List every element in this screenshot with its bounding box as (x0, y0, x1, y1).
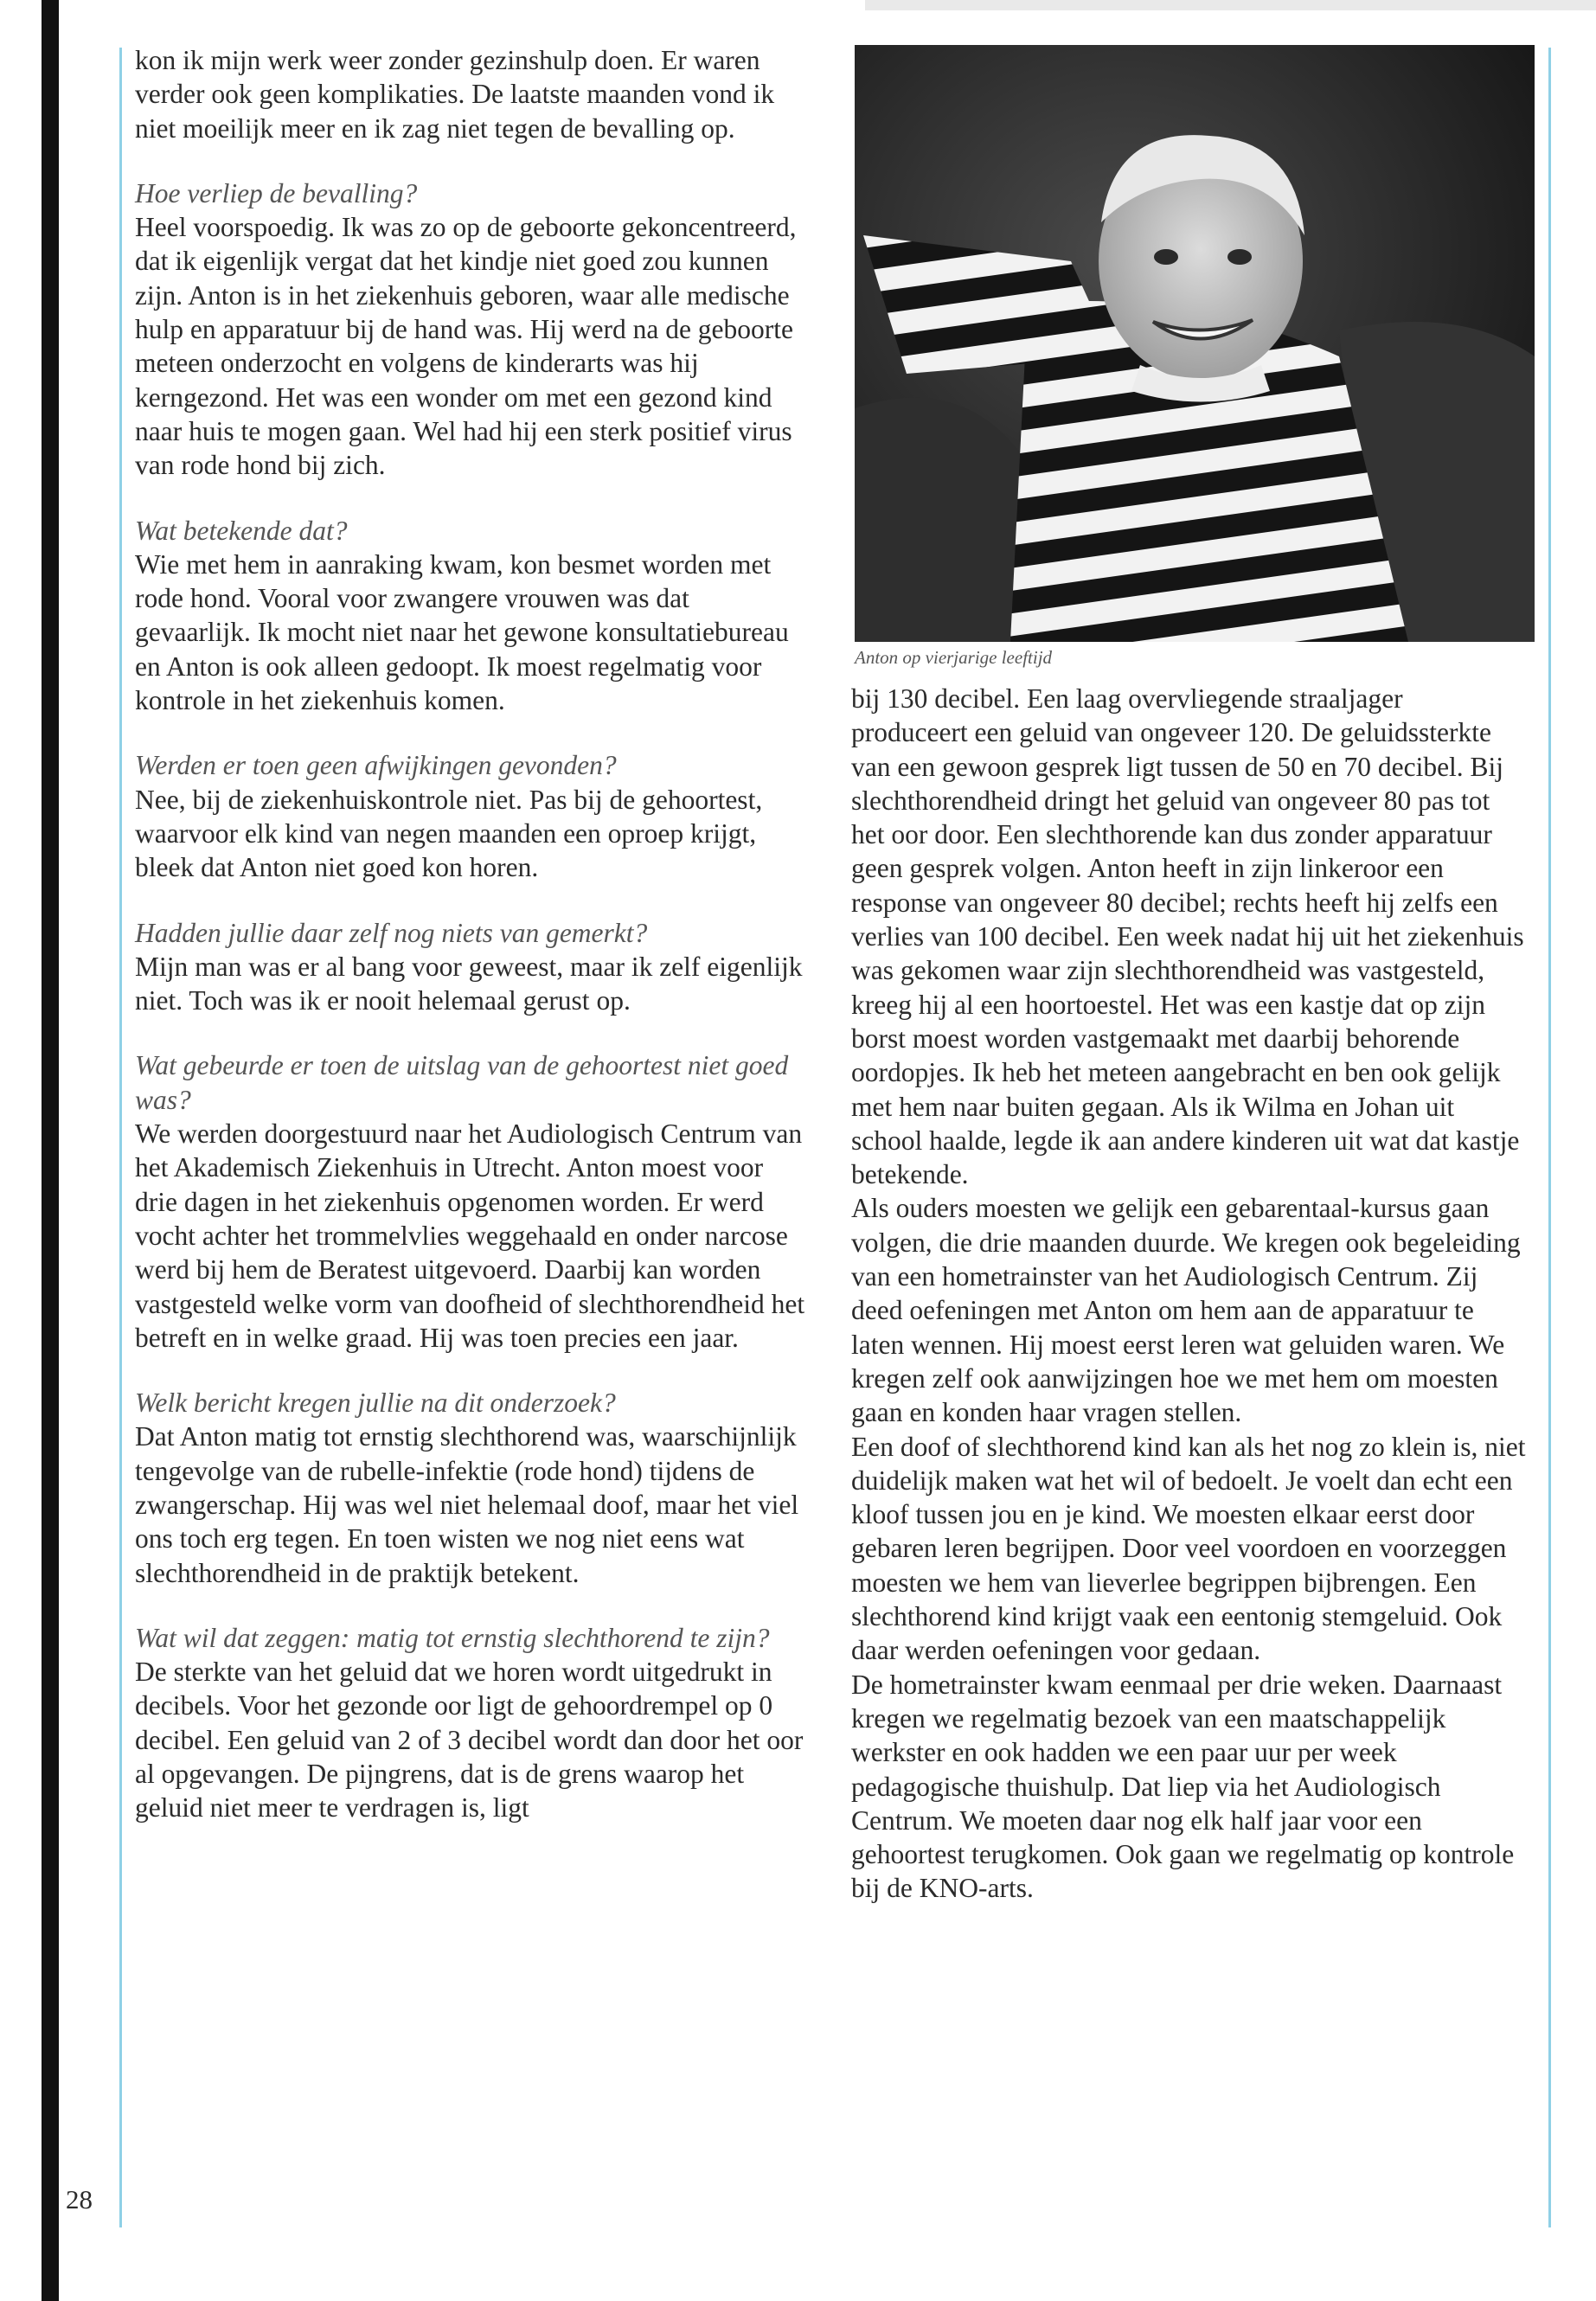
body-paragraph: We werden doorgestuurd naar het Audiologisch Centrum van het Akademisch Ziekenhuis in Utrecht. Anton moest voor drie dagen in het ziekenhuis opgenomen worden. Er werd vocht achter het trommelvlies weggehaald en onder narcose werd bij hem de Beratest uitgevoerd. Daarbij kan worden vastgesteld welke vorm van doofheid of slechthorendheid het betreft en in welke graad. Hij was toen precies een jaar. (135, 1118, 805, 1353)
paragraph-gap (135, 1590, 810, 1621)
interview-question: Hoe verliep de bevalling? (135, 177, 418, 208)
top-edge-shadow (865, 0, 1596, 10)
body-paragraph: De hometrainster kwam eenmaal per drie weken. Daarnaast kregen we regelmatig bezoek van een maatschappelijk werkster en ook hadden we een paar uur per week pedagogische thuishulp. Dat liep via het Audiologisch Centrum. We moeten daar nog elk half jaar voor een gehoortest terugkomen. Ook gaan we regelmatig op kontrole bij de KNO-arts. (851, 1669, 1515, 1904)
photo-illustration (855, 45, 1535, 642)
body-paragraph: Een doof of slechthorend kind kan als het nog zo klein is, niet duidelijk maken wat het wil of bedoelt. Je voelt dan echt een kloof tussen jou en je kind. We moesten elkaar eerst door gebaren leren begrijpen. Door veel voordoen en voorzeggen moesten we hem van lieverlee begrippen bijbrengen. Een slechthorend kind krijgt vaak een eentonig stemgeluid. Ook daar werden oefeningen voor gedaan. (851, 1431, 1526, 1666)
right-text-column (851, 682, 1526, 1906)
left-text-column (135, 43, 810, 1825)
body-paragraph: Wie met hem in aanraking kwam, kon besmet worden met rode hond. Vooral voor zwangere vrouwen was dat gevaarlijk. Ik mocht niet naar het gewone konsultatiebureau en Anton is ook alleen gedoopt. Ik moest regelmatig voor kontrole in het ziekenhuis komen. (135, 548, 789, 716)
binding-spine (42, 0, 59, 2301)
photo-caption: Anton op vierjarige leeftijd (855, 647, 1053, 668)
interview-question: Wat wil dat zeggen: matig tot ernstig slechthorend te zijn? (135, 1622, 770, 1653)
interview-question: Wat gebeurde er toen de uitslag van de gehoortest niet goed was? (135, 1050, 789, 1115)
paragraph-gap (135, 1355, 810, 1386)
body-paragraph: Heel voorspoedig. Ik was zo op de geboorte gekoncentreerd, dat ik eigenlijk vergat dat het kindje niet goed zou kunnen zijn. Anton is in het ziekenhuis geboren, waar alle medische hulp en apparatuur bij de hand was. Hij werd na de geboorte meteen onderzocht en volgens de kinderarts was hij kerngezond. Het was een wonder om met een gezond kind naar huis te mogen gaan. Wel had hij een sterk positief virus van rode hond bij zich. (135, 212, 797, 481)
paragraph-gap (135, 483, 810, 514)
interview-question: Welk bericht kregen jullie na dit onderzoek? (135, 1388, 616, 1419)
body-paragraph: Nee, bij de ziekenhuiskontrole niet. Pas bij de gehoortest, waarvoor elk kind van negen maanden een oproep krijgt, bleek dat Anton niet goed kon horen. (135, 784, 763, 883)
paragraph-gap (135, 1017, 810, 1048)
body-paragraph: De sterkte van het geluid dat we horen wordt uitgedrukt in decibels. Voor het gezonde oor ligt de gehoordrempel op 0 decibel. Een geluid van 2 of 3 decibel wordt dan door het oor al opgevangen. De pijngrens, dat is de grens waarop het geluid niet meer te verdragen is, ligt (135, 1657, 804, 1823)
photo-anton (855, 45, 1535, 642)
left-margin-rule (119, 48, 122, 2227)
interview-question: Hadden jullie daar zelf nog niets van gemerkt? (135, 917, 648, 948)
paragraph-gap (135, 145, 810, 176)
body-paragraph: Dat Anton matig tot ernstig slechthorend was, waarschijnlijk tengevolge van de rubelle-infektie (rode hond) tijdens de zwangerschap. Hij was wel niet helemaal doof, maar het viel ons toch erg tegen. En toen wisten we nog niet eens wat slechthorendheid in de praktijk betekent. (135, 1421, 799, 1588)
body-paragraph: kon ik mijn werk weer zonder gezinshulp doen. Er waren verder ook geen komplikaties. De laatste maanden vond ik niet moeilijk meer en ik zag niet tegen de bevalling op. (135, 45, 775, 144)
interview-question: Werden er toen geen afwijkingen gevonden? (135, 750, 617, 781)
paragraph-gap (135, 717, 810, 748)
right-margin-rule (1548, 48, 1551, 2227)
page-number: 28 (66, 2184, 93, 2214)
interview-question: Wat betekende dat? (135, 515, 348, 546)
body-paragraph: Als ouders moesten we gelijk een gebarentaal-kursus gaan volgen, die drie maanden duurde. We kregen ook begeleiding van een hometrainster van het Audiologisch Centrum. Zij deed oefeningen met Anton om hem aan de apparatuur te laten wennen. Hij moest eerst leren wat geluiden waren. We kregen zelf ook aanwijzingen hoe we met hem om moesten gaan en konden haar vragen stellen. (851, 1193, 1521, 1428)
body-paragraph: bij 130 decibel. Een laag overvliegende straaljager produceert een geluid van ongeveer 120. De geluidssterkte van een gewoon gesprek ligt tussen de 50 en 70 decibel. Bij slechthorendheid dringt het geluid van ongeveer 80 pas tot het oor door. Een slechthorende kan dus zonder apparatuur geen gesprek volgen. Anton heeft in zijn linkeroor een response van ongeveer 80 decibel; rechts heeft hij zelfs een verlies van 100 decibel. Een week nadat hij uit het ziekenhuis was gekomen waar zijn slechthorendheid was vastgesteld, kreeg hij al een hoortoestel. Het was een kastje dat op zijn borst moest worden vastgemaakt met daarbij behorende oordopjes. Ik heb het meteen aangebracht en ben ook gelijk met hem naar buiten gegaan. Als ik Wilma en Johan uit school haalde, legde ik aan andere kinderen uit wat dat kastje betekende. (851, 683, 1524, 1190)
paragraph-gap (135, 885, 810, 916)
body-paragraph: Mijn man was er al bang voor geweest, maar ik zelf eigenlijk niet. Toch was ik er nooit helemaal gerust op. (135, 951, 803, 1016)
